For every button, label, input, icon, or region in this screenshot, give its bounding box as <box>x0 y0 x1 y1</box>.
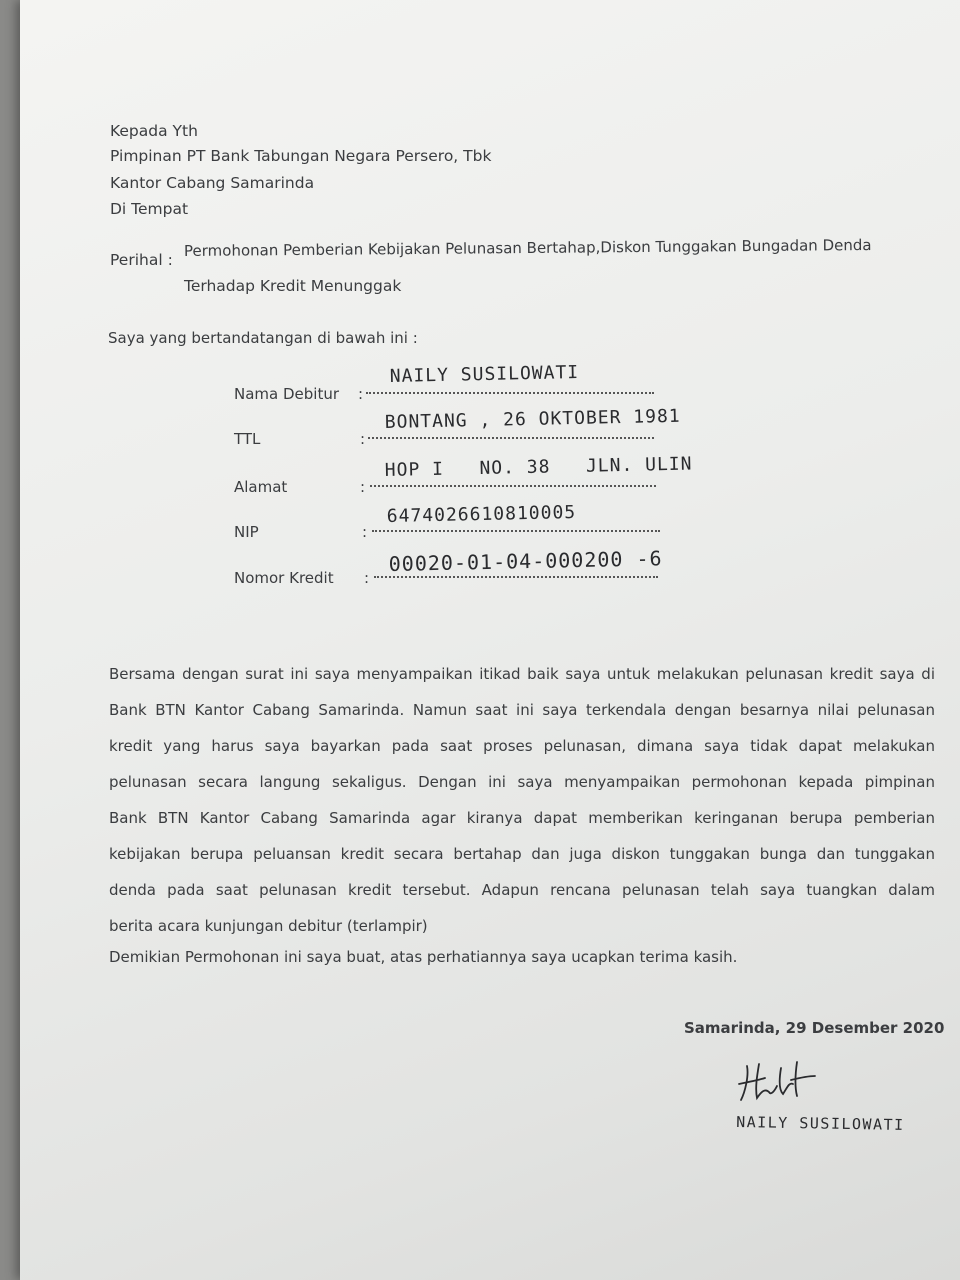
field-dotted-line <box>368 437 654 439</box>
subject-line-2: Terhadap Kredit Menunggak <box>184 277 402 295</box>
body-line: Bank BTN Kantor Cabang Samarinda. Namun saat ini saya terkendala dengan besarnya nilai pelunasan <box>109 701 935 719</box>
recipient-line-1: Kepada Yth <box>110 122 198 140</box>
body-line: kredit yang harus saya bayarkan pada saat proses pelunasan, dimana saya tidak dapat melakukan <box>109 737 935 755</box>
intro-text: Saya yang bertandatangan di bawah ini : <box>108 329 418 347</box>
body-line: kebijakan berupa peluansan kredit secara bertahap dan juga diskon tunggakan bunga dan tunggakan <box>109 845 935 863</box>
field-label-alamat: Alamat <box>234 478 288 496</box>
closing-text: Demikian Permohonan ini saya buat, atas perhatiannya saya ucapkan terima kasih. <box>109 948 738 966</box>
body-line: berita acara kunjungan debitur (terlampir) <box>109 917 428 935</box>
field-colon: : <box>360 478 366 496</box>
field-colon: : <box>364 569 370 587</box>
place-date: Samarinda, 29 Desember 2020 <box>684 1019 945 1037</box>
subject-label: Perihal : <box>110 251 173 269</box>
field-dotted-line <box>372 530 660 532</box>
body-line: Bersama dengan surat ini saya menyampaikan itikad baik saya untuk melakukan pelunasan kredit saya di <box>109 665 935 683</box>
signer-name: NAILY SUSILOWATI <box>736 1113 905 1134</box>
field-label-nama-debitur: Nama Debitur <box>234 385 340 403</box>
field-dotted-line <box>374 576 658 578</box>
subject-line-1: Permohonan Pemberian Kebijakan Pelunasan Bertahap,Diskon Tunggakan Bungadan Denda <box>183 236 872 260</box>
field-dotted-line <box>370 485 656 487</box>
field-value-ttl: BONTANG , 26 OKTOBER 1981 <box>384 405 681 433</box>
signature <box>735 1058 835 1108</box>
field-colon: : <box>360 430 366 448</box>
field-colon: : <box>358 385 364 403</box>
recipient-line-2: Pimpinan PT Bank Tabungan Negara Persero, Tbk <box>110 147 492 165</box>
field-label-nomor-kredit: Nomor Kredit <box>234 569 334 587</box>
recipient-line-4: Di Tempat <box>110 200 189 218</box>
field-label-ttl: TTL <box>234 430 261 448</box>
body-line: denda pada saat pelunasan kredit tersebut. Adapun rencana pelunasan telah saya tuangkan dalam <box>109 881 935 899</box>
field-label-nip: NIP <box>234 523 259 541</box>
field-value-nip: 6474026610810005 <box>386 502 577 527</box>
field-value-alamat: HOP I NO. 38 JLN. ULIN <box>384 453 693 481</box>
body-line: Bank BTN Kantor Cabang Samarinda agar kiranya dapat memberikan keringanan berupa pemberian <box>109 809 935 827</box>
body-line: pelunasan secara langung sekaligus. Dengan ini saya menyampaikan permohonan kepada pimpinan <box>109 773 935 791</box>
field-value-nama-debitur: NAILY SUSILOWATI <box>389 362 580 387</box>
recipient-line-3: Kantor Cabang Samarinda <box>110 174 315 192</box>
field-dotted-line <box>366 392 654 394</box>
field-colon: : <box>362 523 368 541</box>
field-value-nomor-kredit: 00020-01-04-000200 -6 <box>388 546 663 576</box>
